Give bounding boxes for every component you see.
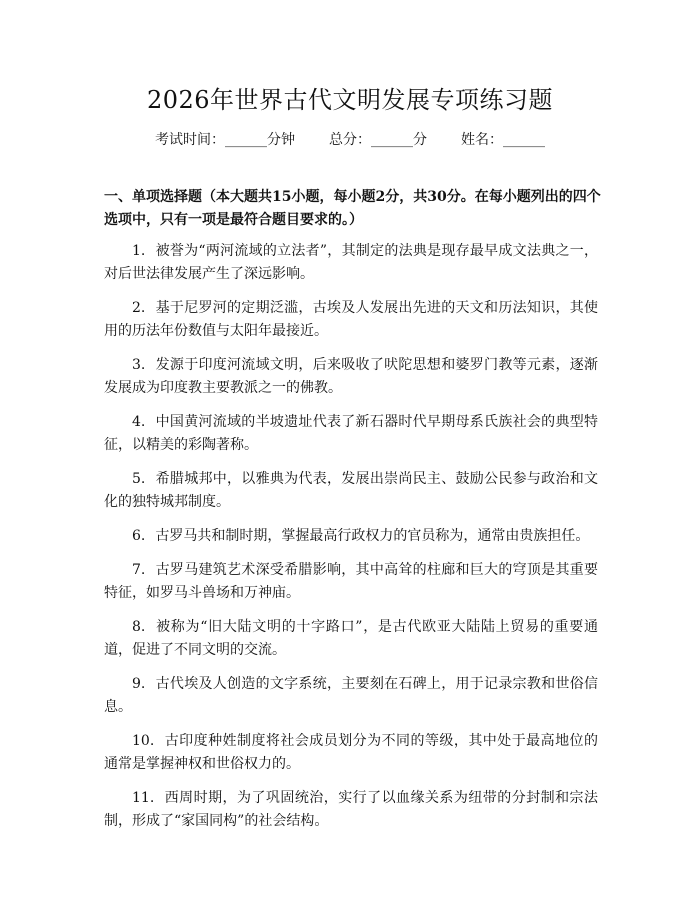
question-item: [104, 559, 598, 605]
question-text: 古印度种姓制度将社会成员划分为不同的等级，其中处于最高地位的通常是掌握神权和世俗权力的。: [104, 733, 598, 772]
score-blank: ______: [371, 132, 413, 148]
question-number: 8.: [132, 619, 146, 635]
time-blank: ______: [225, 132, 267, 148]
question-number: 5.: [132, 471, 146, 487]
question-number: 11.: [132, 790, 155, 806]
question-number: 6.: [132, 528, 146, 544]
question-text: 希腊城邦中，以雅典为代表，发展出崇尚民主、鼓励公民参与政治和文化的独特城邦制度。: [104, 471, 598, 510]
name-label: 姓名：: [461, 132, 503, 148]
question-item: [104, 354, 598, 400]
exam-info-line: [0, 130, 700, 150]
name-blank: ______: [503, 132, 545, 148]
question-text: 古代埃及人创造的文字系统，主要刻在石碑上，用于记录宗教和世俗信息。: [104, 676, 598, 715]
question-text: 发源于印度河流域文明，后来吸收了吠陀思想和婆罗门教等元素，逐渐发展成为印度教主要教派之一的佛教。: [104, 357, 598, 396]
question-item: [104, 411, 598, 457]
question-text: 古罗马共和制时期，掌握最高行政权力的官员称为，通常由贵族担任。: [155, 528, 590, 544]
time-unit: 分钟: [267, 132, 295, 148]
question-list: [104, 240, 598, 844]
score-label: 总分：: [329, 132, 371, 148]
question-item: [104, 787, 598, 833]
question-number: 9.: [132, 676, 146, 692]
question-item: [104, 297, 598, 343]
question-number: 3.: [132, 357, 146, 373]
question-item: [104, 525, 598, 548]
question-number: 7.: [132, 562, 146, 578]
question-number: 2.: [132, 300, 146, 316]
score-unit: 分: [413, 132, 427, 148]
question-text: 被誉为“两河流域的立法者”，其制定的法典是现存最早成文法典之一，对后世法律发展产生了深远影响。: [104, 243, 598, 282]
question-number: 4.: [132, 414, 146, 430]
question-text: 被称为“旧大陆文明的十字路口”，是古代欧亚大陆陆上贸易的重要通道，促进了不同文明的交流。: [104, 619, 598, 658]
question-text: 中国黄河流域的半坡遗址代表了新石器时代早期母系氏族社会的典型特征，以精美的彩陶著称。: [104, 414, 598, 453]
question-number: 1.: [132, 243, 146, 259]
question-item: [104, 240, 598, 286]
time-label: 考试时间：: [155, 132, 225, 148]
page-title: 2026年世界古代文明发展专项练习题: [146, 86, 554, 114]
question-item: [104, 730, 598, 776]
section-heading: 一、单项选择题（本大题共15小题，每小题2分，共30分。在每小题列出的四个选项中，只有一项是最符合题目要求的。）: [104, 189, 601, 228]
question-number: 10.: [132, 733, 155, 749]
question-item: [104, 673, 598, 719]
question-item: [104, 468, 598, 514]
question-text: 古罗马建筑艺术深受希腊影响，其中高耸的柱廊和巨大的穹顶是其重要特征，如罗马斗兽场和万神庙。: [104, 562, 598, 601]
question-text: 西周时期，为了巩固统治，实行了以血缘关系为纽带的分封制和宗法制，形成了“家国同构”的社会结构。: [104, 790, 598, 829]
question-item: [104, 616, 598, 662]
question-text: 基于尼罗河的定期泛滥，古埃及人发展出先进的天文和历法知识，其使用的历法年份数值与太阳年最接近。: [104, 300, 598, 339]
